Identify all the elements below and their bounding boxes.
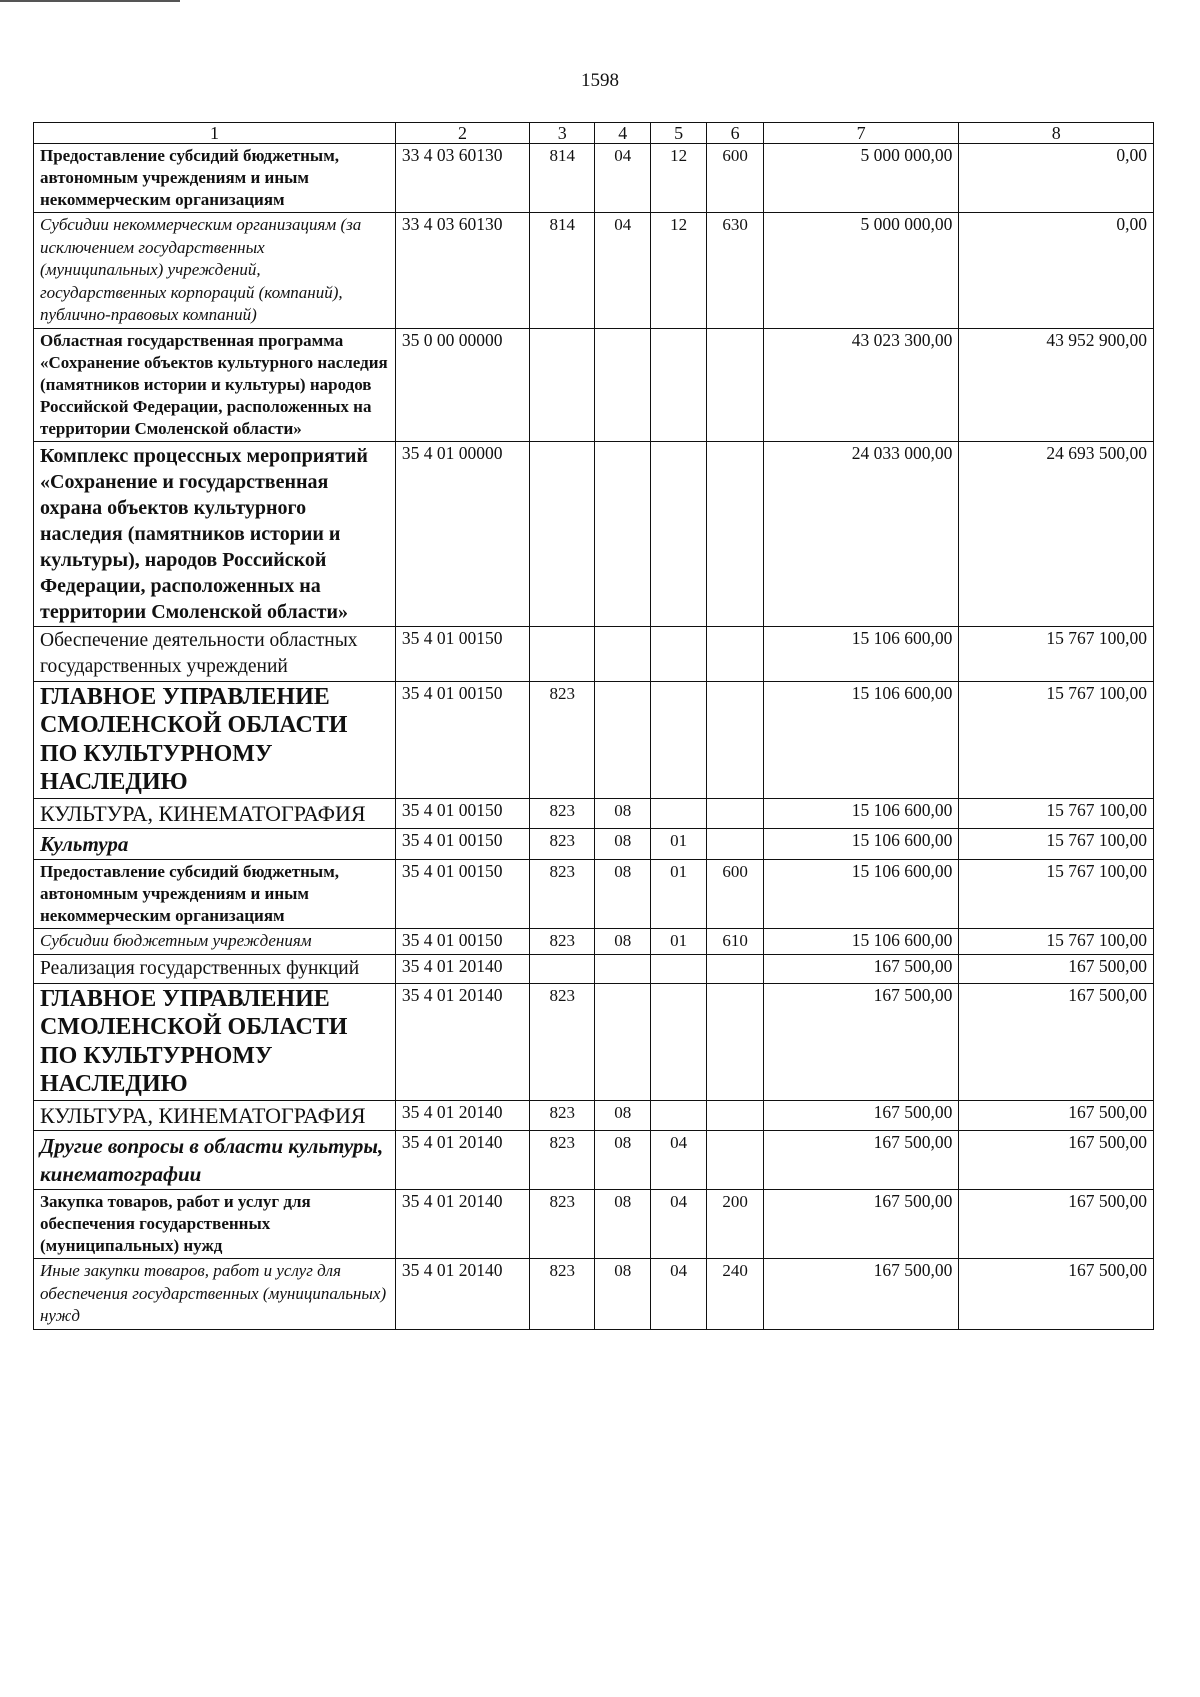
row-amount-1: 15 106 600,00 xyxy=(763,860,959,929)
header-col-4: 4 xyxy=(595,123,650,144)
page-number: 1598 xyxy=(581,70,619,91)
table-row xyxy=(34,626,1154,681)
row-amount-1: 167 500,00 xyxy=(763,1190,959,1259)
row-amount-2: 15 767 100,00 xyxy=(959,626,1154,681)
row-amount-2: 15 767 100,00 xyxy=(959,829,1154,860)
row-code: 35 4 01 00150 xyxy=(395,681,529,798)
row-col5: 04 xyxy=(650,1131,706,1190)
row-col6 xyxy=(707,954,763,983)
row-code: 35 4 01 20140 xyxy=(395,1259,529,1330)
row-name: ГЛАВНОЕ УПРАВЛЕНИЕ СМОЛЕНСКОЙ ОБЛАСТИ ПО КУЛЬТУРНОМУ НАСЛЕДИЮ xyxy=(34,681,396,798)
row-col4: 08 xyxy=(595,1259,650,1330)
row-col4: 08 xyxy=(595,860,650,929)
row-amount-2: 167 500,00 xyxy=(959,1131,1154,1190)
table-row xyxy=(34,1100,1154,1131)
row-col5 xyxy=(650,626,706,681)
table-row xyxy=(34,954,1154,983)
row-col4: 08 xyxy=(595,798,650,829)
row-name: Иные закупки товаров, работ и услуг для обеспечения государственных (муниципальных) нужд xyxy=(34,1259,396,1330)
row-code: 33 4 03 60130 xyxy=(395,144,529,213)
table-row xyxy=(34,829,1154,860)
row-amount-1: 15 106 600,00 xyxy=(763,626,959,681)
row-amount-2: 167 500,00 xyxy=(959,1100,1154,1131)
row-col4 xyxy=(595,983,650,1100)
row-col3: 823 xyxy=(529,983,595,1100)
table-row xyxy=(34,983,1154,1100)
row-col6: 610 xyxy=(707,929,763,955)
row-col4 xyxy=(595,328,650,441)
row-col3: 823 xyxy=(529,681,595,798)
header-col-1: 1 xyxy=(34,123,396,144)
row-col4: 08 xyxy=(595,1100,650,1131)
row-name: Другие вопросы в области культуры, кинематографии xyxy=(34,1131,396,1190)
row-amount-1: 5 000 000,00 xyxy=(763,213,959,329)
row-amount-2: 24 693 500,00 xyxy=(959,441,1154,626)
row-col6 xyxy=(707,626,763,681)
row-amount-1: 167 500,00 xyxy=(763,1100,959,1131)
budget-table xyxy=(33,122,1154,1330)
row-col5 xyxy=(650,983,706,1100)
row-amount-1: 15 106 600,00 xyxy=(763,798,959,829)
row-col3: 823 xyxy=(529,1259,595,1330)
table-row xyxy=(34,144,1154,213)
row-name: Субсидии бюджетным учреждениям xyxy=(34,929,396,955)
row-amount-1: 15 106 600,00 xyxy=(763,681,959,798)
row-col6: 630 xyxy=(707,213,763,329)
row-col4: 08 xyxy=(595,1131,650,1190)
row-amount-2: 167 500,00 xyxy=(959,983,1154,1100)
row-name: ГЛАВНОЕ УПРАВЛЕНИЕ СМОЛЕНСКОЙ ОБЛАСТИ ПО КУЛЬТУРНОМУ НАСЛЕДИЮ xyxy=(34,983,396,1100)
header-col-7: 7 xyxy=(763,123,959,144)
row-col6 xyxy=(707,829,763,860)
row-col6 xyxy=(707,328,763,441)
row-amount-1: 43 023 300,00 xyxy=(763,328,959,441)
row-col6 xyxy=(707,681,763,798)
row-name: Закупка товаров, работ и услуг для обеспечения государственных (муниципальных) нужд xyxy=(34,1190,396,1259)
row-col6: 600 xyxy=(707,144,763,213)
row-col5 xyxy=(650,328,706,441)
row-col3: 823 xyxy=(529,1131,595,1190)
table-row xyxy=(34,328,1154,441)
row-code: 35 0 00 00000 xyxy=(395,328,529,441)
row-col6 xyxy=(707,441,763,626)
row-amount-2: 15 767 100,00 xyxy=(959,929,1154,955)
row-col5 xyxy=(650,681,706,798)
row-amount-1: 15 106 600,00 xyxy=(763,829,959,860)
table-row xyxy=(34,860,1154,929)
row-amount-1: 167 500,00 xyxy=(763,1259,959,1330)
row-col5: 01 xyxy=(650,860,706,929)
row-name: Областная государственная программа «Сохранение объектов культурного наследия (памятников истории и культуры) народов Российской Федерации, расположенных на территории Смоленской области» xyxy=(34,328,396,441)
table-row xyxy=(34,1131,1154,1190)
row-name: КУЛЬТУРА, КИНЕМАТОГРАФИЯ xyxy=(34,798,396,829)
row-name: Субсидии некоммерческим организациям (за исключением государственных (муниципальных) учреждений, государственных корпораций (компаний), публично-правовых компаний) xyxy=(34,213,396,329)
row-code: 35 4 01 20140 xyxy=(395,1190,529,1259)
row-col5: 12 xyxy=(650,144,706,213)
row-name: Обеспечение деятельности областных государственных учреждений xyxy=(34,626,396,681)
header-col-3: 3 xyxy=(529,123,595,144)
row-code: 35 4 01 20140 xyxy=(395,1100,529,1131)
row-amount-2: 15 767 100,00 xyxy=(959,798,1154,829)
row-col6 xyxy=(707,1100,763,1131)
row-col3: 823 xyxy=(529,860,595,929)
row-amount-2: 15 767 100,00 xyxy=(959,860,1154,929)
row-name: Культура xyxy=(34,829,396,860)
row-col3: 823 xyxy=(529,929,595,955)
row-code: 35 4 01 20140 xyxy=(395,1131,529,1190)
row-col6: 240 xyxy=(707,1259,763,1330)
row-col4 xyxy=(595,626,650,681)
row-amount-2: 0,00 xyxy=(959,213,1154,329)
row-name: Предоставление субсидий бюджетным, автономным учреждениям и иным некоммерческим организациям xyxy=(34,860,396,929)
table-row xyxy=(34,798,1154,829)
row-col3: 823 xyxy=(529,798,595,829)
row-col5: 01 xyxy=(650,929,706,955)
row-col3: 814 xyxy=(529,213,595,329)
row-col3 xyxy=(529,954,595,983)
row-amount-1: 167 500,00 xyxy=(763,1131,959,1190)
row-col4 xyxy=(595,954,650,983)
table-row xyxy=(34,213,1154,329)
row-col6 xyxy=(707,983,763,1100)
row-col3: 814 xyxy=(529,144,595,213)
row-amount-1: 15 106 600,00 xyxy=(763,929,959,955)
row-amount-1: 24 033 000,00 xyxy=(763,441,959,626)
row-amount-1: 167 500,00 xyxy=(763,983,959,1100)
row-amount-2: 0,00 xyxy=(959,144,1154,213)
row-col4 xyxy=(595,441,650,626)
row-col4: 08 xyxy=(595,929,650,955)
row-col4: 04 xyxy=(595,144,650,213)
row-code: 35 4 01 00150 xyxy=(395,860,529,929)
header-col-8: 8 xyxy=(959,123,1154,144)
table-row xyxy=(34,929,1154,955)
row-code: 33 4 03 60130 xyxy=(395,213,529,329)
row-amount-1: 5 000 000,00 xyxy=(763,144,959,213)
header-col-6: 6 xyxy=(707,123,763,144)
row-col3 xyxy=(529,626,595,681)
row-col5: 04 xyxy=(650,1259,706,1330)
row-code: 35 4 01 00150 xyxy=(395,798,529,829)
header-col-5: 5 xyxy=(650,123,706,144)
row-col3: 823 xyxy=(529,1190,595,1259)
row-name: Комплекс процессных мероприятий «Сохранение и государственная охрана объектов культурного наследия (памятников истории и культуры), народов Российской Федерации, расположенных на территории Смоленской области» xyxy=(34,441,396,626)
row-code: 35 4 01 00150 xyxy=(395,829,529,860)
row-col4: 08 xyxy=(595,1190,650,1259)
row-code: 35 4 01 20140 xyxy=(395,954,529,983)
row-col4: 08 xyxy=(595,829,650,860)
row-code: 35 4 01 00000 xyxy=(395,441,529,626)
row-col3 xyxy=(529,328,595,441)
table-row xyxy=(34,441,1154,626)
table-row xyxy=(34,1190,1154,1259)
row-code: 35 4 01 00150 xyxy=(395,626,529,681)
row-col4 xyxy=(595,681,650,798)
row-amount-2: 167 500,00 xyxy=(959,1190,1154,1259)
row-amount-2: 167 500,00 xyxy=(959,954,1154,983)
row-code: 35 4 01 00150 xyxy=(395,929,529,955)
table-row xyxy=(34,681,1154,798)
row-code: 35 4 01 20140 xyxy=(395,983,529,1100)
scan-edge-mark xyxy=(0,0,180,2)
row-col6: 600 xyxy=(707,860,763,929)
row-col3: 823 xyxy=(529,1100,595,1131)
row-col5 xyxy=(650,1100,706,1131)
row-col4: 04 xyxy=(595,213,650,329)
row-name: Предоставление субсидий бюджетным, автономным учреждениям и иным некоммерческим организациям xyxy=(34,144,396,213)
row-col6 xyxy=(707,798,763,829)
row-amount-2: 15 767 100,00 xyxy=(959,681,1154,798)
table-row xyxy=(34,1259,1154,1330)
row-amount-2: 167 500,00 xyxy=(959,1259,1154,1330)
row-col5 xyxy=(650,954,706,983)
row-col5 xyxy=(650,798,706,829)
row-col5 xyxy=(650,441,706,626)
row-amount-1: 167 500,00 xyxy=(763,954,959,983)
header-col-2: 2 xyxy=(395,123,529,144)
header-row xyxy=(34,123,1154,144)
row-name: КУЛЬТУРА, КИНЕМАТОГРАФИЯ xyxy=(34,1100,396,1131)
row-amount-2: 43 952 900,00 xyxy=(959,328,1154,441)
row-col5: 01 xyxy=(650,829,706,860)
row-col6: 200 xyxy=(707,1190,763,1259)
row-col3 xyxy=(529,441,595,626)
row-col3: 823 xyxy=(529,829,595,860)
row-col5: 12 xyxy=(650,213,706,329)
row-col6 xyxy=(707,1131,763,1190)
row-name: Реализация государственных функций xyxy=(34,954,396,983)
row-col5: 04 xyxy=(650,1190,706,1259)
